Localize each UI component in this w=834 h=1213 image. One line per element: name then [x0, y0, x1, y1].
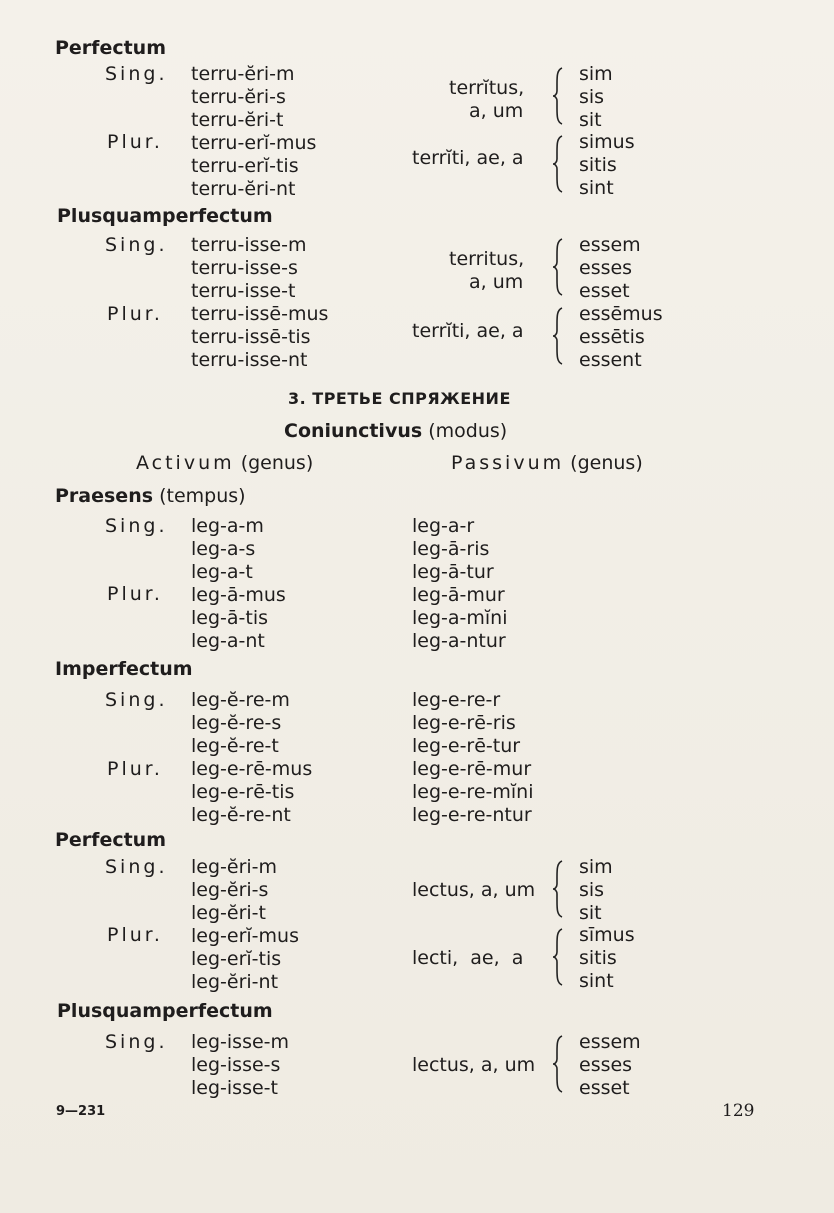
aux: essētis: [579, 326, 645, 348]
aux: sit: [579, 902, 602, 924]
coniunctivus-label: Coniunctivus: [284, 420, 423, 442]
aux-sing-column: [579, 856, 613, 925]
passivum-label: Passivum: [451, 452, 565, 474]
label-sing: Sing.: [105, 1031, 168, 1053]
participle-sing: territus,: [449, 248, 525, 270]
aux-sing-column: [579, 1031, 641, 1100]
form: terru-isse-nt: [191, 349, 308, 371]
label-plur: Plur.: [107, 924, 163, 946]
forms-column: [191, 856, 299, 994]
form: leg-a-s: [191, 538, 256, 560]
form: leg-ĕ-re-nt: [191, 804, 291, 826]
form: leg-ĕri-s: [191, 879, 269, 901]
form: leg-ā-tis: [191, 607, 269, 629]
aux: sīmus: [579, 924, 635, 946]
heading-perfectum: Perfectum: [55, 829, 167, 851]
praesens-heading: [55, 485, 246, 508]
label-sing: Sing.: [105, 515, 168, 537]
aux: essem: [579, 1031, 641, 1053]
genus-label: (genus): [570, 452, 643, 474]
form: leg-erĭ-tis: [191, 948, 282, 970]
form: terru-isse-m: [191, 234, 307, 256]
aux: essēmus: [579, 303, 663, 325]
label-sing: Sing.: [105, 856, 168, 878]
heading-plusquamperfectum: Plusquamperfectum: [57, 1000, 273, 1022]
form: leg-erĭ-mus: [191, 925, 299, 947]
form: leg-a-mĭni: [412, 607, 508, 629]
form: terru-issē-mus: [191, 303, 329, 325]
form: leg-a-t: [191, 561, 253, 583]
forms-column: [191, 234, 328, 372]
form: leg-e-rē-tis: [191, 781, 295, 803]
section-title: 3. ТРЕТЬЕ СПРЯЖЕНИЕ: [288, 389, 511, 408]
form: terru-erĭ-tis: [191, 155, 299, 177]
aux-plur-column: [579, 303, 663, 372]
brace-icon: [552, 927, 564, 987]
participle-sing-endings: a, um: [469, 100, 524, 122]
heading-plusquamperfectum: Plusquamperfectum: [57, 205, 273, 227]
aux: simus: [579, 131, 635, 153]
form: leg-e-re-r: [412, 689, 501, 711]
aux-plur-column: [579, 924, 635, 993]
label-sing: Sing.: [105, 689, 168, 711]
form: leg-ā-mur: [412, 584, 505, 606]
brace-icon: [552, 66, 564, 126]
form: leg-ĕ-re-s: [191, 712, 282, 734]
heading-perfectum: Perfectum: [55, 37, 167, 59]
aux-sing-column: [579, 63, 613, 132]
form: terru-ĕri-m: [191, 63, 295, 85]
genus-label: (genus): [240, 452, 314, 474]
form: leg-e-rē-mus: [191, 758, 313, 780]
aux-sing-column: [579, 234, 641, 303]
aux: esset: [579, 1077, 630, 1099]
active-forms: [191, 689, 312, 827]
aux: sint: [579, 970, 614, 992]
brace-icon: [552, 859, 564, 919]
passive-forms: [412, 515, 508, 653]
participle-sing: lectus, a, um: [412, 1054, 536, 1076]
form: terru-ĕri-s: [191, 86, 286, 108]
active-forms: [191, 515, 286, 653]
aux-plur-column: [579, 131, 635, 200]
form: leg-isse-s: [191, 1054, 281, 1076]
form: terru-issē-tis: [191, 326, 311, 348]
form: leg-a-nt: [191, 630, 265, 652]
aux: sit: [579, 109, 602, 131]
form: leg-ĕ-re-t: [191, 735, 279, 757]
form: leg-ĕri-t: [191, 902, 266, 924]
aux: esses: [579, 1054, 633, 1076]
aux: esses: [579, 257, 633, 279]
form: leg-ĕri-nt: [191, 971, 279, 993]
aux: esset: [579, 280, 630, 302]
page-number: 129: [722, 1101, 755, 1121]
aux: essem: [579, 234, 641, 256]
participle-plur: lecti, ae, a: [412, 947, 524, 969]
label-plur: Plur.: [107, 131, 163, 153]
form: leg-e-rē-ris: [412, 712, 516, 734]
form: terru-erĭ-mus: [191, 132, 317, 154]
aux: sim: [579, 63, 613, 85]
form: leg-a-r: [412, 515, 475, 537]
form: terru-ĕri-nt: [191, 178, 296, 200]
form: terru-isse-s: [191, 257, 298, 279]
form: leg-e-re-ntur: [412, 804, 532, 826]
form: leg-isse-m: [191, 1031, 290, 1053]
form: leg-e-rē-mur: [412, 758, 532, 780]
brace-icon: [552, 306, 564, 366]
brace-icon: [552, 134, 564, 194]
participle-sing: terrĭtus,: [449, 77, 525, 99]
form: leg-isse-t: [191, 1077, 278, 1099]
label-plur: Plur.: [107, 303, 163, 325]
form: leg-ĕ-re-m: [191, 689, 290, 711]
form: terru-isse-t: [191, 280, 296, 302]
aux: sitis: [579, 154, 617, 176]
form: leg-a-ntur: [412, 630, 506, 652]
aux: sis: [579, 86, 605, 108]
heading-imperfectum: Imperfectum: [55, 658, 193, 680]
aux: sis: [579, 879, 605, 901]
form: leg-e-re-mĭni: [412, 781, 534, 803]
passive-forms: [412, 689, 533, 827]
aux: essent: [579, 349, 642, 371]
label-plur: Plur.: [107, 758, 163, 780]
participle-sing-endings: a, um: [469, 271, 524, 293]
aux: sim: [579, 856, 613, 878]
form: leg-ā-tur: [412, 561, 494, 583]
aux: sint: [579, 177, 614, 199]
forms-column: [191, 63, 316, 201]
participle-plur: terrĭti, ae, a: [412, 320, 524, 342]
passivum-heading: [451, 452, 643, 475]
activum-label: Activum: [136, 452, 235, 474]
form: leg-ā-ris: [412, 538, 490, 560]
form: leg-ā-mus: [191, 584, 286, 606]
aux: sitis: [579, 947, 617, 969]
form: leg-e-rē-tur: [412, 735, 521, 757]
brace-icon: [552, 237, 564, 297]
brace-icon: [552, 1034, 564, 1094]
participle-sing: lectus, a, um: [412, 879, 536, 901]
printer-signature: 9—231: [56, 1104, 106, 1119]
label-sing: Sing.: [105, 234, 168, 256]
forms-column: [191, 1031, 289, 1100]
form: leg-ĕri-m: [191, 856, 278, 878]
form: leg-a-m: [191, 515, 264, 537]
tempus-label: (tempus): [159, 485, 246, 507]
activum-heading: [136, 452, 313, 475]
label-plur: Plur.: [107, 583, 163, 605]
participle-plur: terrĭti, ae, a: [412, 147, 524, 169]
form: terru-ĕri-t: [191, 109, 284, 131]
praesens-label: Praesens: [55, 485, 154, 507]
label-sing: Sing.: [105, 63, 168, 85]
modus-label: (modus): [428, 420, 508, 442]
mood-heading: [284, 420, 507, 443]
